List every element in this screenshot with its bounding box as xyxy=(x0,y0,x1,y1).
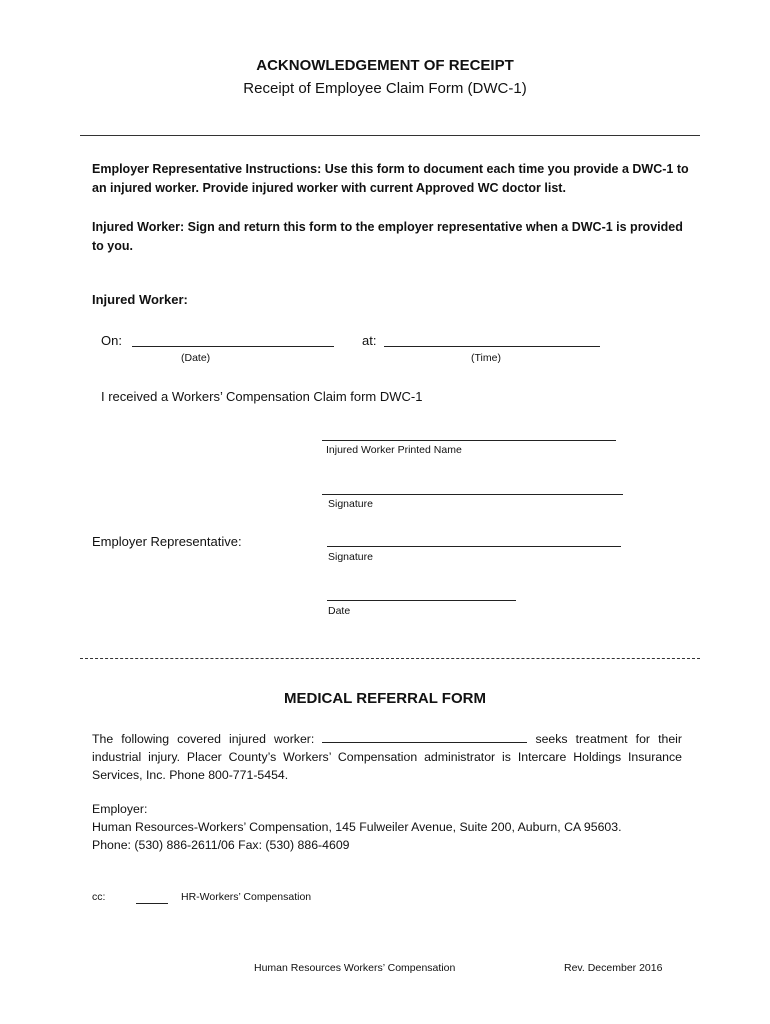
footer-revision: Rev. December 2016 xyxy=(564,962,663,974)
referral-text-before: The following covered injured worker: xyxy=(92,732,315,746)
covered-worker-name-field[interactable] xyxy=(322,730,527,743)
printed-name-caption: Injured Worker Printed Name xyxy=(326,444,462,456)
on-label: On: xyxy=(101,333,122,348)
medical-referral-paragraph xyxy=(92,730,682,784)
printed-name-field[interactable] xyxy=(322,440,616,441)
employer-rep-label: Employer Representative: xyxy=(92,534,242,549)
received-statement: I received a Workers’ Compensation Claim form DWC-1 xyxy=(101,389,423,404)
cc-label: cc: xyxy=(92,891,106,903)
worker-signature-caption: Signature xyxy=(328,498,373,510)
worker-signature-field[interactable] xyxy=(322,494,623,495)
page-subtitle: Receipt of Employee Claim Form (DWC-1) xyxy=(243,80,527,97)
employer-signature-field[interactable] xyxy=(327,546,621,547)
referral-text-after: seeks treatment for their industrial injury. Placer County’s Workers’ Compensation administrator is Intercare Holdings Insurance Services, Inc. Phone 800-771-5454. xyxy=(92,732,682,782)
cc-check-field[interactable] xyxy=(136,903,168,904)
time-field[interactable] xyxy=(384,346,600,347)
footer-department: Human Resources Workers’ Compensation xyxy=(254,962,456,974)
cc-recipient: HR-Workers’ Compensation xyxy=(181,891,312,903)
employer-address: Human Resources-Workers’ Compensation, 145 Fulweiler Avenue, Suite 200, Auburn, CA 95603. xyxy=(92,820,622,834)
date-field[interactable] xyxy=(132,346,334,347)
employer-signature-caption: Signature xyxy=(328,551,373,563)
at-label: at: xyxy=(362,333,377,348)
employer-block xyxy=(92,800,622,854)
time-caption: (Time) xyxy=(471,352,501,364)
employer-label: Employer: xyxy=(92,802,148,816)
date-caption: (Date) xyxy=(181,352,211,364)
header-divider xyxy=(80,135,700,136)
employer-rep-instructions: Employer Representative Instructions: Use this form to document each time you provide a DWC-1 to an injured worker. Provide injured worker with current Approved WC doctor list. xyxy=(92,162,689,195)
injured-worker-instructions: Injured Worker: Sign and return this form to the employer representative when a DWC-1 is provided to you. xyxy=(92,220,683,253)
employer-phone: Phone: (530) 886-2611/06 Fax: (530) 886-4609 xyxy=(92,838,350,852)
employer-date-field[interactable] xyxy=(327,600,516,601)
page-title: ACKNOWLEDGEMENT OF RECEIPT xyxy=(256,57,514,74)
medical-referral-title: MEDICAL REFERRAL FORM xyxy=(284,690,486,707)
cut-line-divider xyxy=(80,658,700,659)
injured-worker-heading: Injured Worker: xyxy=(92,292,188,307)
employer-date-caption: Date xyxy=(328,605,351,617)
